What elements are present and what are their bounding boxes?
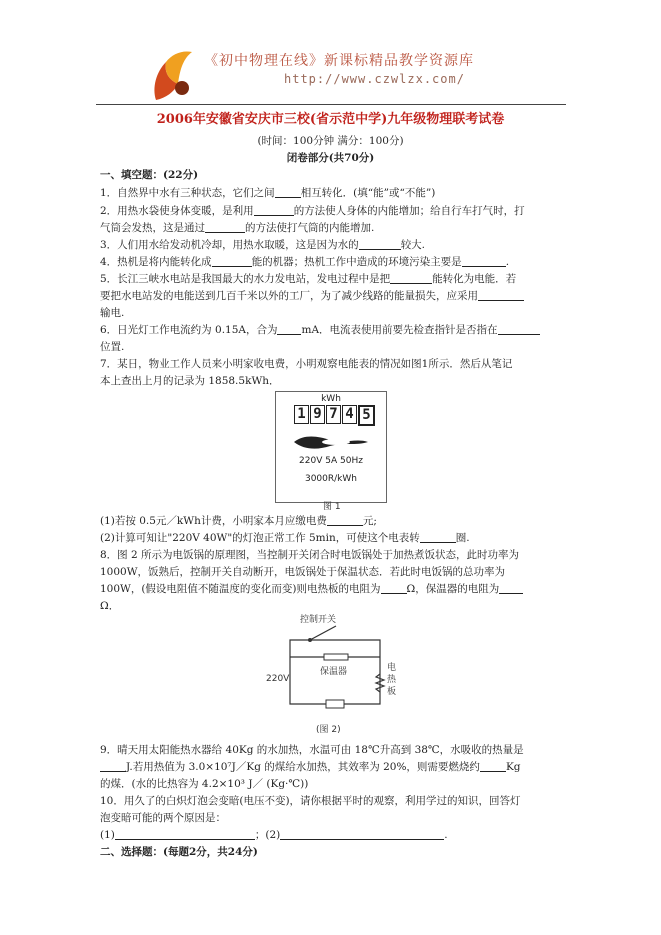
q5-text-b: 能转化为电能．若 [432, 273, 517, 285]
electric-meter-figure [275, 391, 387, 503]
question-6-line1 [100, 322, 568, 337]
meter-digit-decimal: 5 [358, 405, 375, 426]
question-1 [100, 185, 568, 200]
switch-label: 控制开关 [300, 615, 337, 625]
question-8-line3 [100, 581, 568, 596]
q7-blank-1[interactable] [327, 514, 363, 526]
question-7-part2 [100, 530, 568, 545]
q1-text-a: 1．自然界中水有三种状态，它们之间 [100, 187, 275, 199]
q6-text-b: mA．电流表使用前要先检查指针是否指在 [301, 324, 498, 336]
q10-blank-1[interactable] [115, 828, 255, 840]
q2-text-b: 的方法使人身体的内能增加；给自行车打气时，打 [293, 205, 525, 217]
question-3 [100, 237, 568, 252]
meter-digit: 4 [342, 405, 357, 424]
exam-title: 2006年安徽省安庆市三校(省示范中学)九年级物理联考试卷 [156, 112, 505, 127]
q5-blank-1[interactable] [390, 272, 432, 284]
site-logo [148, 48, 194, 104]
site-banner [148, 44, 558, 108]
meter-digit: 9 [310, 405, 325, 424]
q4-text-a: 4．热机是将内能转化成 [100, 256, 212, 268]
figure-2-caption: (图 2) [316, 725, 341, 735]
q8-text-d: Ω，保温器的电阻为 [406, 583, 500, 595]
question-8-line2: 1000W，饭熟后，控制开关自动断开，电饭锅处于保温状态．若此时电饭锅的总功率为 [100, 566, 506, 578]
q9-text-b: J.若用热值为 3.0×10⁷J／Kg 的煤给水加热，其效率为 20%，则需要燃烧约 [126, 761, 480, 773]
q9-text-c: Kg [505, 761, 521, 773]
q10-text-c: (1) [100, 829, 115, 841]
q10-text-d: ；(2) [254, 829, 281, 841]
warmer-label: 保温器 [320, 667, 348, 677]
q2-blank-2[interactable] [205, 221, 245, 233]
meter-spec: 220V 5A 50Hz [299, 456, 363, 466]
q8-blank-1[interactable] [381, 582, 407, 594]
q10-blank-2[interactable] [280, 828, 444, 840]
q7-text-d: 元; [362, 515, 377, 527]
q7-text-c: (1)若按 0.5元／kWh计费，小明家本月应缴电费 [100, 515, 327, 527]
q7-blank-2[interactable] [420, 531, 456, 543]
q5-blank-2[interactable] [478, 289, 524, 301]
q4-text-b: 能的机器；热机工作中造成的环境污染主要是 [251, 256, 462, 268]
question-7-line2: 本上查出上月的记录为 1858.5kWh． [100, 375, 280, 387]
question-9-line3: 的煤．(水的比热容为 4.2×10³ J／ (Kg·℃)) [100, 778, 309, 790]
meter-disc-icon [290, 432, 372, 452]
question-2-line1 [100, 203, 568, 218]
question-9-line2 [100, 759, 568, 774]
q2-text-a: 2．用热水袋使身体变暖，是利用 [100, 205, 254, 217]
header-divider [96, 104, 566, 105]
question-10-line1: 10．用久了的白炽灯泡会变暗(电压不变)，请你根据平时的观察，利用学过的知识，回答灯 [100, 795, 521, 807]
question-8-line4: Ω． [100, 600, 120, 612]
question-6-line2: 位置. [100, 341, 125, 353]
q7-text-f: 圈. [455, 532, 470, 544]
q3-text-b: 较大. [400, 239, 426, 251]
rice-cooker-circuit-figure [266, 612, 400, 736]
q4-blank-2[interactable] [462, 255, 506, 267]
meter-unit: kWh [321, 394, 341, 404]
section-label: 闭卷部分(共70分) [286, 152, 375, 164]
q6-blank-1[interactable] [277, 323, 301, 335]
question-7-part1 [100, 513, 568, 528]
q5-text-c: 要把水电站发的电能送到几百千米以外的工厂，为了减少线路的能量损失，应采用 [100, 290, 478, 302]
q3-text-a: 3．人们用水给发动机冷却，用热水取暖，这是因为水的 [100, 239, 359, 251]
figure-1-caption: 图 1 [323, 502, 341, 512]
q2-text-c: 气筒会发热，这是通过 [100, 222, 205, 234]
question-4 [100, 254, 568, 269]
q4-text-c: . [505, 256, 510, 268]
question-7-line1: 7．某日，物业工作人员来小明家收电费，小明观察电能表的情况如图1所示．然后从笔记 [100, 358, 513, 370]
part2-heading: 二、选择题：(每题2分，共24分) [100, 846, 258, 858]
q6-text-a: 6．日光灯工作电流约为 0.15A，合为 [100, 324, 278, 336]
meter-digit: 1 [294, 405, 309, 424]
voltage-label: 220V [266, 674, 290, 684]
q7-text-e: (2)计算可知让"220V 40W"的灯泡正常工作 5min，可使这个电表转 [100, 532, 420, 544]
meter-digits [294, 405, 376, 426]
plate-label: 电热板 [387, 663, 397, 697]
meter-rate: 3000R/kWh [304, 474, 357, 484]
exam-time-info: (时间：100分钟 满分：100分) [257, 135, 404, 147]
q10-text-e: . [444, 829, 448, 841]
question-5-line2 [100, 288, 568, 303]
q1-blank[interactable] [275, 186, 301, 198]
question-9-line1: 9．晴天用太阳能热水器给 40Kg 的水加热，水温可由 18℃升高到 38℃，水吸收的热量是 [100, 744, 524, 756]
q6-blank-2[interactable] [498, 323, 540, 335]
banner-url: http://www.czwlzx.com/ [284, 72, 465, 86]
q2-blank-1[interactable] [254, 204, 294, 216]
part1-heading: 一、填空题：(22分) [100, 169, 199, 181]
q3-blank[interactable] [359, 238, 401, 250]
q8-text-c: 100W，(假设电阻值不随温度的变化而变)则电热板的电阻为 [100, 583, 381, 595]
question-8-line1: 8．图 2 所示为电饭锅的原理图，当控制开关闭合时电饭锅处于加热煮饭状态，此时功率为 [100, 549, 520, 561]
q2-text-d: 的方法使打气筒的内能增加. [245, 222, 375, 234]
question-10-line3 [100, 827, 568, 842]
question-5-line3: 输电. [100, 307, 125, 319]
question-10-line2: 泡变暗可能的两个原因是： [100, 812, 226, 824]
q5-text-a: 5．长江三峡水电站是我国最大的水力发电站，发电过程中是把 [100, 273, 391, 285]
q8-blank-2[interactable] [499, 582, 523, 594]
question-5-line1 [100, 271, 568, 286]
question-2-line2 [100, 220, 568, 235]
banner-slogan: 《初中物理在线》新课标精品教学资源库 [204, 53, 474, 69]
meter-digit: 7 [326, 405, 341, 424]
q1-text-b: 相互转化．(填“能”或“不能”) [300, 187, 436, 199]
q4-blank-1[interactable] [212, 255, 252, 267]
q9-blank-2[interactable] [480, 760, 506, 772]
q9-blank-1[interactable] [100, 760, 126, 772]
